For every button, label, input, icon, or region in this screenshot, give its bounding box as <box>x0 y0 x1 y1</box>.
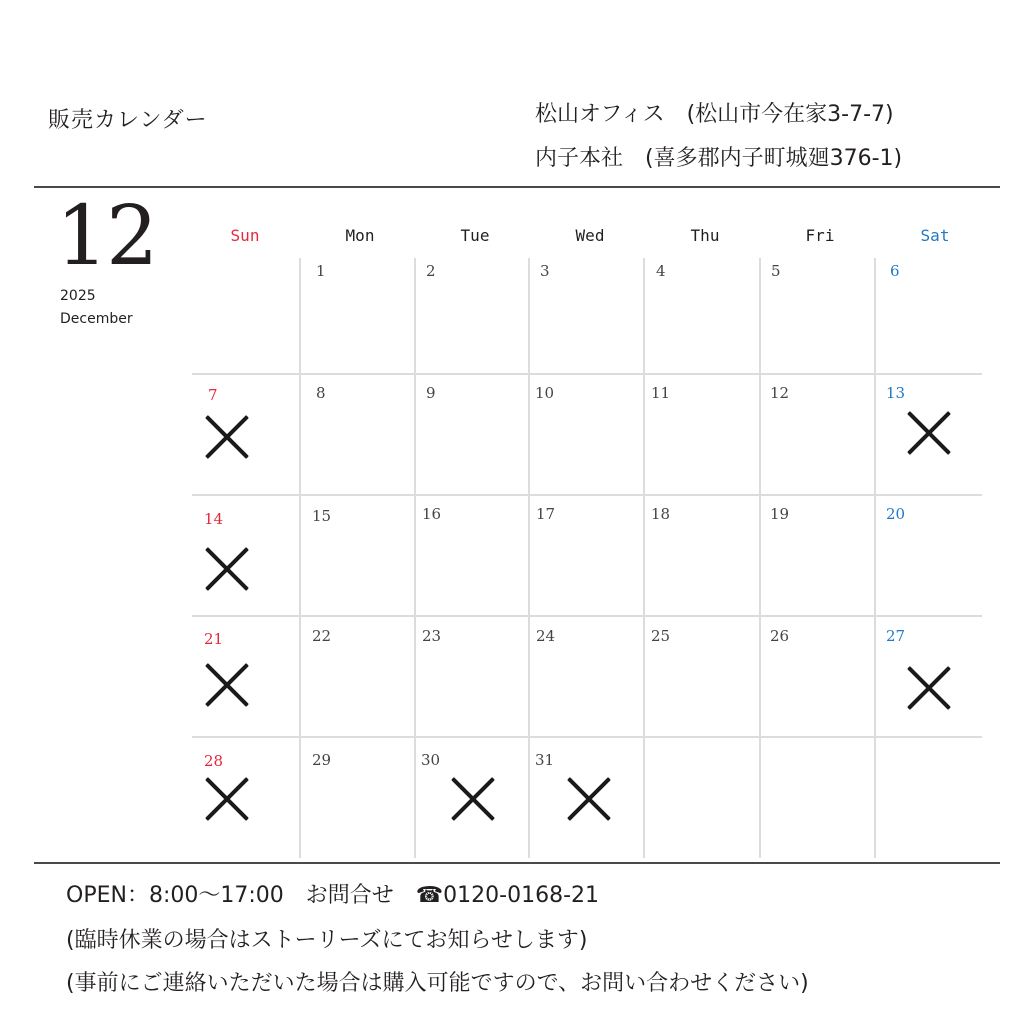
day-cell: 9 <box>426 384 436 402</box>
weekday-sat: Sat <box>920 226 950 245</box>
office-matsuyama: 松山オフィス (松山市今在家3-7-7) <box>535 102 894 127</box>
day-cell-saturday: 13 <box>886 384 906 402</box>
weekday-wed: Wed <box>575 226 605 245</box>
closed-mark-icon <box>204 776 250 822</box>
day-cell: 22 <box>312 627 332 645</box>
day-cell: 23 <box>422 627 442 645</box>
grid-vline <box>759 258 761 858</box>
grid-hline <box>192 615 982 617</box>
grid-vline <box>414 258 416 858</box>
month-name: December <box>60 311 133 327</box>
day-cell: 10 <box>535 384 555 402</box>
month-number: 12 <box>56 189 157 284</box>
closed-mark-icon <box>906 665 952 711</box>
weekday-tue: Tue <box>460 226 490 245</box>
day-cell: 17 <box>536 505 556 523</box>
day-cell-saturday: 27 <box>886 627 906 645</box>
day-cell: 24 <box>536 627 556 645</box>
closure-note: (臨時休業の場合はストーリーズにてお知らせします) <box>66 928 588 953</box>
hours-contact: OPEN：8:00〜17:00 お問合せ ☎0120-0168-21 <box>66 883 599 908</box>
grid-hline <box>192 494 982 496</box>
grid-hline <box>192 373 982 375</box>
purchase-note: (事前にご連絡いただいた場合は購入可能ですので、お問い合わせください) <box>66 971 809 996</box>
closed-mark-icon <box>566 776 612 822</box>
day-cell: 29 <box>312 751 332 769</box>
closed-mark-icon <box>204 546 250 592</box>
closed-mark-icon <box>450 776 496 822</box>
bottom-rule <box>34 862 1000 864</box>
day-cell: 5 <box>771 262 781 280</box>
grid-hline <box>192 736 982 738</box>
day-cell-sunday: 28 <box>204 752 224 770</box>
day-cell-saturday: 20 <box>886 505 906 523</box>
day-cell-sunday: 14 <box>204 510 224 528</box>
day-cell: 15 <box>312 507 332 525</box>
weekday-thu: Thu <box>690 226 720 245</box>
grid-vline <box>299 258 301 858</box>
day-cell: 19 <box>770 505 790 523</box>
day-cell: 26 <box>770 627 790 645</box>
closed-mark-icon <box>204 414 250 460</box>
weekday-mon: Mon <box>345 226 375 245</box>
weekday-sun: Sun <box>230 226 260 245</box>
year-label: 2025 <box>60 288 96 304</box>
grid-vline <box>528 258 530 858</box>
day-cell: 12 <box>770 384 790 402</box>
weekday-fri: Fri <box>805 226 835 245</box>
grid-vline <box>874 258 876 858</box>
day-cell: 11 <box>651 384 671 402</box>
office-uchiko: 内子本社 (喜多郡内子町城廻376-1) <box>535 146 903 171</box>
day-cell: 25 <box>651 627 671 645</box>
day-cell-sunday: 7 <box>208 386 218 404</box>
closed-mark-icon <box>906 410 952 456</box>
calendar-title: 販売カレンダー <box>48 108 208 133</box>
grid-vline <box>643 258 645 858</box>
day-cell-saturday: 6 <box>890 262 900 280</box>
day-cell: 8 <box>316 384 326 402</box>
day-cell-sunday: 21 <box>204 630 224 648</box>
closed-mark-icon <box>204 662 250 708</box>
day-cell: 1 <box>316 262 326 280</box>
day-cell: 3 <box>540 262 550 280</box>
day-cell: 30 <box>421 751 441 769</box>
day-cell: 16 <box>422 505 442 523</box>
day-cell: 4 <box>656 262 666 280</box>
day-cell: 2 <box>426 262 436 280</box>
day-cell: 31 <box>535 751 555 769</box>
top-rule <box>34 186 1000 188</box>
day-cell: 18 <box>651 505 671 523</box>
